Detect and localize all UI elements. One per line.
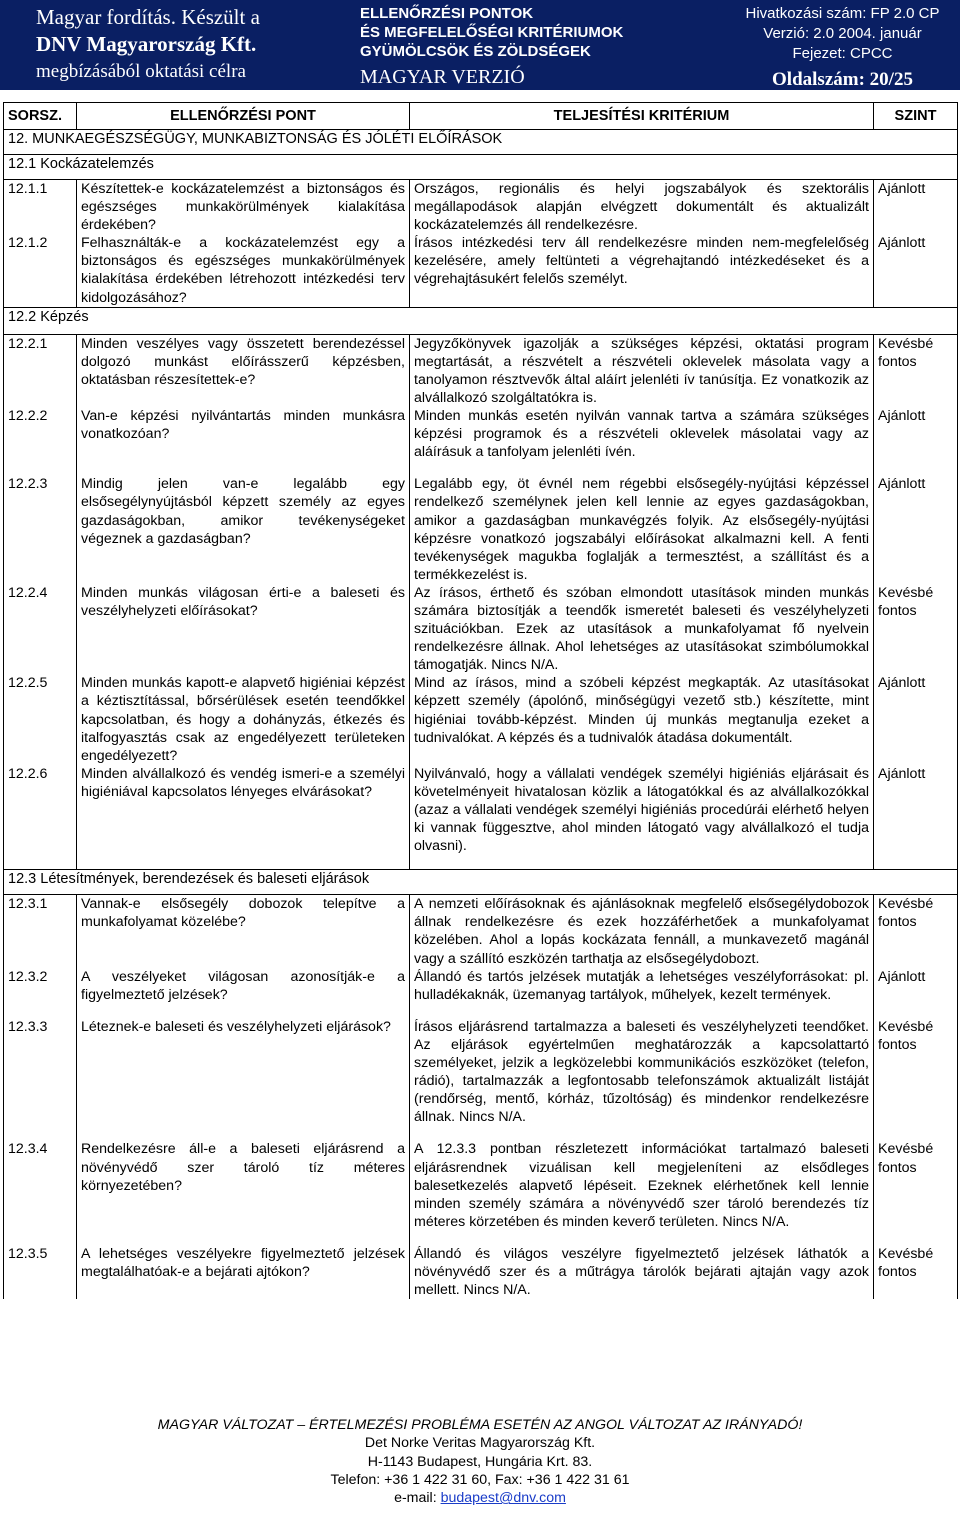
footer-company: Det Norke Veritas Magyarország Kft. — [364, 1435, 596, 1452]
compliance-criteria: Állandó és világos veszélyre figyelmeztető jelzések láthatók a növényvédő szer és a műtrágya tárolók bejárati ajtaján vagy azok mellett. Nincs N/A. — [410, 1245, 874, 1299]
row-number: 12.1.1 — [4, 180, 77, 235]
header-version: Verzió: 2.0 2004. január — [763, 25, 922, 42]
header-left — [36, 4, 260, 85]
column-header-number: SORSZ. — [4, 103, 77, 130]
compliance-criteria: Mind az írásos, mind a szóbeli képzést megkapták. Az utasításokat képzett személy (ápolónő, minőségügyi vezető stb.) készítette, mint higiéniai tovább-képzést. Minden új munkás megtanulja ezeket a tudnivalókat. A képzés és a tudnivalók átadása dokumentált. — [410, 674, 874, 764]
row-number: 12.3.1 — [4, 895, 77, 968]
row-number: 12.1.2 — [4, 234, 77, 307]
document-header — [0, 0, 960, 90]
table-row — [4, 1140, 958, 1244]
header-center-line-1: ELLENŐRZÉSI PONTOK — [360, 5, 534, 22]
compliance-criteria: Legalább egy, öt évnél nem régebbi elsősegély-nyújtási képzéssel rendelkező személynek jelen kell lennie az egyes gazdaságokban, amikor a gazdaságban munkavégzés folyik. Az elsősegély-nyújtási képzésre vonatkozó jogszabályi előírásokat alkalmazni kell. A fenti tevékenységek magukba foglalják a termesztést, a szállítást és a termékkezelést is. — [410, 475, 874, 584]
compliance-criteria: Írásos intézkedési terv áll rendelkezésre minden nem-megfelelőség kezelésére, amely feltünteti a végrehajtandó intézkedéseket és a végrehajtásukért felelős személyt. — [410, 234, 874, 307]
footer-notice: MAGYAR VÁLTOZAT – ÉRTELMEZÉSI PROBLÉMA ESETÉN AZ ANGOL VÁLTOZAT AZ IRÁNYADÓ! — [157, 1417, 803, 1433]
control-point: Minden munkás világosan érti-e a baleseti és veszélyhelyzeti előírásokat? — [77, 584, 410, 674]
control-point: Léteznek-e baleseti és veszélyhelyzeti eljárások? — [77, 1018, 410, 1141]
compliance-criteria: A nemzeti előírásoknak és ajánlásoknak megfelelő elsősegélydobozok állnak rendelkezésre és ezek hozzáférhetőek a munkafolyamat közelében. Ahol a lopás kockázata fennáll, a munkavezető magánál vagy a szállító eszközén tarthatja az elsősegélydobozt. — [410, 895, 874, 968]
column-header-criteria: TELJESÍTÉSI KRITÉRIUM — [410, 103, 874, 130]
subsection-heading: 12.3 Létesítmények, berendezések és baleseti eljárások — [4, 870, 958, 895]
table-header-row — [4, 103, 958, 130]
table-row — [4, 1245, 958, 1299]
header-chapter: Fejezet: CPCC — [792, 45, 893, 62]
header-center — [360, 4, 660, 91]
table-row — [4, 334, 958, 407]
compliance-criteria: Írásos eljárásrend tartalmazza a baleseti és veszélyhelyzeti teendőket. Az eljárások egyértelműen meghatározzák a kapcsolattartó személyeket, jelzik a legközelebbi kommunikációs eszközöket (telefon, rádió), tartalmazzák a legfontosabb telefonszámok aktualizált listáját (rendőrség, mentő, kórház, tűzoltóság) és mindenkor rendelkezésre állnak. Nincs N/A. — [410, 1018, 874, 1141]
footer-phone: Telefon: +36 1 422 31 60, Fax: +36 1 422 31 61 — [330, 1471, 630, 1488]
level: Kevésbé fontos — [874, 1018, 958, 1141]
row-number: 12.3.4 — [4, 1140, 77, 1244]
header-left-line-2: DNV Magyarország Kft. — [36, 32, 257, 56]
row-number: 12.2.3 — [4, 475, 77, 584]
table-row — [4, 674, 958, 764]
row-number: 12.2.1 — [4, 334, 77, 407]
checklist-table — [3, 102, 958, 1299]
header-center-line-3: GYÜMÖLCSÖK ÉS ZÖLDSÉGEK — [360, 43, 591, 60]
level: Ajánlott — [874, 234, 958, 307]
control-point: Van-e képzési nyilvántartás minden munkásra vonatkozóan? — [77, 407, 410, 475]
table-row — [4, 765, 958, 870]
level: Ajánlott — [874, 475, 958, 584]
level: Kevésbé fontos — [874, 895, 958, 968]
subsection-heading-row — [4, 307, 958, 334]
level: Ajánlott — [874, 765, 958, 870]
compliance-criteria: Jegyzőkönyvek igazolják a szükséges képzési, oktatási program megtartását, a részvételt a részvételi oklevelek másolata vagy a tanolyamon résztvevők által aláírt jelenléti ív tanúsítja. Ez vonatkozik az alvállalkozó szolgáltatókra is. — [410, 334, 874, 407]
control-point: Vannak-e elsősegély dobozok telepítve a munkafolyamat közelébe? — [77, 895, 410, 968]
table-row — [4, 180, 958, 235]
table-row — [4, 1018, 958, 1141]
table-row — [4, 968, 958, 1018]
footer-address: H-1143 Budapest, Hungária Krt. 83. — [367, 1453, 593, 1470]
level: Kevésbé fontos — [874, 1245, 958, 1299]
header-center-line-2: ÉS MEGFELELŐSÉGI KRITÉRIUMOK — [360, 24, 624, 41]
column-header-point: ELLENŐRZÉSI PONT — [77, 103, 410, 130]
level: Ajánlott — [874, 407, 958, 475]
row-number: 12.3.2 — [4, 968, 77, 1018]
level: Ajánlott — [874, 180, 958, 235]
subsection-heading: 12.2 Képzés — [4, 307, 958, 334]
control-point: Készítettek-e kockázatelemzést a biztonságos és egészséges munkakörülmények kialakítása érdekében? — [77, 180, 410, 235]
control-point: Mindig jelen van-e legalább egy elsősegélynyújtásból képzett személy az egyes gazdaságokban, amikor tevékenységeket végeznek a gazdaságban? — [77, 475, 410, 584]
level: Ajánlott — [874, 968, 958, 1018]
column-header-level: SZINT — [874, 103, 958, 130]
row-number: 12.3.5 — [4, 1245, 77, 1299]
section-heading-row — [4, 130, 958, 155]
compliance-criteria: Az írásos, érthető és szóban elmondott utasítások minden munkás számára biztosítják a teendők ismeretét baleseti és veszélyhelyzeti szituációkban. Ezek az utasítások a munkafolyamat fő nyelvein rendelkezésre állnak. Ahol lehetséges az utasításokat szimbólumokkal támogatják. Nincs N/A. — [410, 584, 874, 674]
header-page-number: Oldalszám: 20/25 — [772, 69, 913, 90]
footer-email-line — [0, 1489, 960, 1507]
control-point: A lehetséges veszélyekre figyelmeztető jelzések megtalálhatóak-e a bejárati ajtókon? — [77, 1245, 410, 1299]
control-point: Minden alvállalkozó és vendég ismeri-e a személyi higiéniával kapcsolatos lényeges elvárásokat? — [77, 765, 410, 870]
header-left-line-1: Magyar fordítás. Készült a — [36, 5, 260, 29]
document-footer — [0, 1416, 960, 1507]
compliance-criteria: A 12.3.3 pontban részletezett információkat tartalmazó baleseti eljárásrendnek vizuálisan kell megjeleníteni az elsődleges balesetkezelés alapvető lépéseit. Ezeknek elérhetőnek kell lennie minden személy számára a növényvédő szer tároló berendezés tíz méteres körzetében és minden keverő területen. Nincs N/A. — [410, 1140, 874, 1244]
row-number: 12.2.4 — [4, 584, 77, 674]
footer-email-label: e-mail: — [394, 1490, 441, 1507]
table-row — [4, 584, 958, 674]
footer-email-link[interactable]: budapest@dnv.com — [440, 1490, 566, 1507]
compliance-criteria: Országos, regionális és helyi jogszabályok és szektorális megállapodások alapján elvégzett dokumentált és aktualizált kockázatelemzés áll rendelkezésre. — [410, 180, 874, 235]
section-heading: 12. MUNKAEGÉSZSÉGÜGY, MUNKABIZTONSÁG ÉS JÓLÉTI ELŐÍRÁSOK — [4, 130, 958, 155]
header-reference: Hivatkozási szám: FP 2.0 CP — [745, 5, 940, 22]
subsection-heading-row — [4, 155, 958, 180]
level: Kevésbé fontos — [874, 584, 958, 674]
control-point: A veszélyeket világosan azonosítják-e a figyelmeztető jelzések? — [77, 968, 410, 1018]
control-point: Felhasználták-e a kockázatelemzést egy a biztonságos és egészséges munkakörülmények kialakítása érdekében létrehozott intézkedési terv kidolgozásához? — [77, 234, 410, 307]
compliance-criteria: Minden munkás esetén nyilván vannak tartva a számára szükséges képzési programok és a részvételi oklevelek másolatai vagy az aláírásuk a tanfolyam jelenléti ívén. — [410, 407, 874, 475]
level: Kevésbé fontos — [874, 1140, 958, 1244]
row-number: 12.2.2 — [4, 407, 77, 475]
row-number: 12.2.6 — [4, 765, 77, 870]
table-row — [4, 407, 958, 475]
header-right — [735, 4, 950, 93]
table-row — [4, 475, 958, 584]
control-point: Minden veszélyes vagy összetett berendezéssel dolgozó munkást előírásszerű képzésben, oktatásban részesítettek-e? — [77, 334, 410, 407]
subsection-heading-row — [4, 870, 958, 895]
level: Ajánlott — [874, 674, 958, 764]
level: Kevésbé fontos — [874, 334, 958, 407]
header-left-line-3: megbízásából oktatási célra — [36, 61, 246, 82]
subsection-heading: 12.1 Kockázatelemzés — [4, 155, 958, 180]
row-number: 12.3.3 — [4, 1018, 77, 1141]
compliance-criteria: Állandó és tartós jelzések mutatják a lehetséges veszélyforrásokat: pl. hulladékaknák, üzemanyag tartályok, műhelyek, kezelt termények. — [410, 968, 874, 1018]
table-row — [4, 234, 958, 307]
control-point: Minden munkás kapott-e alapvető higiéniai képzést a kéztisztítással, bőrsérülések esetén teendőkkel kapcsolatban, és hogy a dohányzás, étkezés és italfogyasztás csak az engedélyezett területeken engedélyezett? — [77, 674, 410, 764]
table-row — [4, 895, 958, 968]
compliance-criteria: Nyilvánvaló, hogy a vállalati vendégek személyi higiéniás eljárásait és követelményeit hivatalosan közlik a látogatókkal és az alvállalkozókkal (azaz a vállalati vendégek személyi higiéniás procedúrái elérhető helyen ki vannak függesztve, ahol minden látogató vagy alvállalkozó el tudja olvasni). — [410, 765, 874, 870]
row-number: 12.2.5 — [4, 674, 77, 764]
header-center-line-4: MAGYAR VERZIÓ — [360, 66, 525, 88]
control-point: Rendelkezésre áll-e a baleseti eljárásrend a növényvédő szer tároló tíz méteres környezetében? — [77, 1140, 410, 1244]
